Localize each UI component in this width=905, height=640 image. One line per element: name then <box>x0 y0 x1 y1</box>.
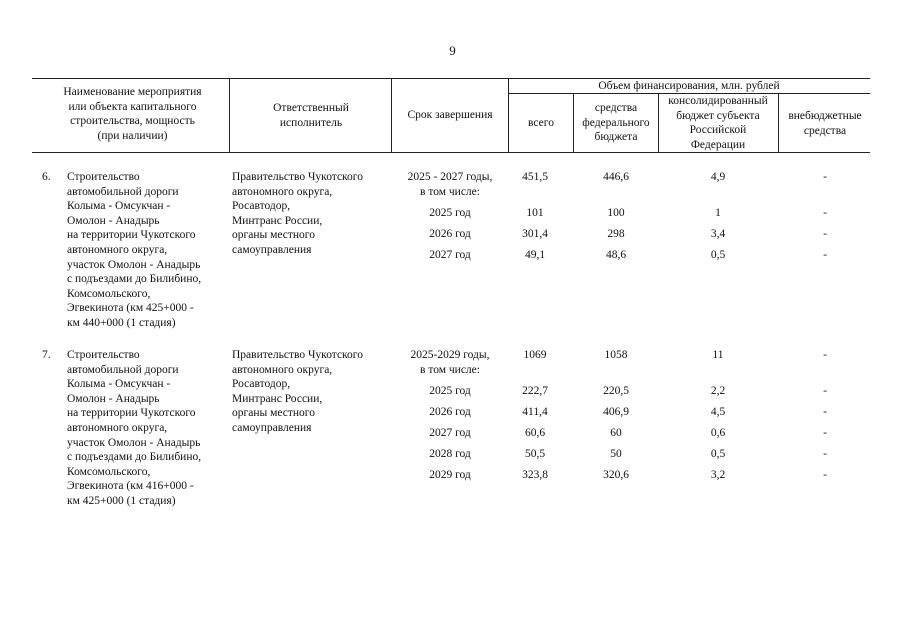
row-regional: 2,2 <box>710 385 726 397</box>
row-regional: 0,5 <box>710 249 726 261</box>
header-deadline: Срок завершения <box>407 109 493 121</box>
header-federal: средства федерального бюджета <box>582 102 650 144</box>
row-extra: - <box>823 349 827 361</box>
row-number: 7. <box>42 349 51 361</box>
row-object-name: Строительство автомобильной дороги Колыма - Омсукчан - Омолон - Анадырь на территории Чукотского автономного округа, участок Омолон - Анадырь с подъездами до Билибино, Комсомольского, Эгвекинота (км 416+000 - км 425+000 (1 стадия) <box>67 349 202 507</box>
row-extra: - <box>823 249 827 261</box>
header-extra: внебюджетные средства <box>788 110 862 137</box>
page-number: 9 <box>449 43 456 58</box>
header-regional: консолидированный бюджет субъекта Российской Федерации <box>668 95 768 151</box>
header-executor: Ответственный исполнитель <box>273 102 349 129</box>
row-total: 60,6 <box>524 427 546 439</box>
row-total: 101 <box>526 207 544 219</box>
row-deadline: 2027 год <box>429 427 471 439</box>
row-federal: 446,6 <box>603 171 629 183</box>
row-extra: - <box>823 427 827 439</box>
row-total: 323,8 <box>522 469 548 481</box>
row-total: 50,5 <box>524 448 546 460</box>
row-extra: - <box>823 406 827 418</box>
row-regional: 1 <box>715 207 721 219</box>
row-regional: 3,2 <box>710 469 726 481</box>
row-regional: 0,6 <box>710 427 726 439</box>
row-federal: 50 <box>610 448 622 460</box>
row-federal: 100 <box>607 207 625 219</box>
row-deadline: 2025 год <box>429 207 471 219</box>
column-divider-funding <box>508 78 509 152</box>
row-deadline: 2026 год <box>429 228 471 240</box>
header-name: Наименование мероприятия или объекта капитального строительства, мощность (при наличии) <box>63 86 202 142</box>
row-number: 6. <box>42 171 51 183</box>
row-extra: - <box>823 448 827 460</box>
row-extra: - <box>823 385 827 397</box>
row-federal: 298 <box>607 228 625 240</box>
row-extra: - <box>823 207 827 219</box>
row-deadline: 2026 год <box>429 406 471 418</box>
row-extra: - <box>823 469 827 481</box>
row-total: 301,4 <box>522 228 548 240</box>
row-deadline: 2028 год <box>429 448 471 460</box>
row-federal: 406,9 <box>603 406 629 418</box>
row-federal: 60 <box>610 427 622 439</box>
header-total: всего <box>528 117 554 129</box>
row-federal: 320,6 <box>603 469 629 481</box>
column-divider-deadline <box>391 78 392 152</box>
row-federal: 220,5 <box>603 385 629 397</box>
row-regional: 0,5 <box>710 448 726 460</box>
row-extra: - <box>823 171 827 183</box>
row-regional: 11 <box>712 349 724 361</box>
row-executor: Правительство Чукотского автономного округа, Росавтодор, Минтранс России, органы местного самоуправления <box>232 171 363 256</box>
row-regional: 4,9 <box>710 171 726 183</box>
row-deadline: 2025 - 2027 годы, в том числе: <box>407 171 493 198</box>
row-deadline: 2025 год <box>429 385 471 397</box>
row-object-name: Строительство автомобильной дороги Колыма - Омсукчан - Омолон - Анадырь на территории Чукотского автономного округа, участок Омолон - Анадырь с подъездами до Билибино, Комсомольского, Эгвекинота (км 425+000 - км 440+000 (1 стадия) <box>67 171 202 329</box>
row-total: 49,1 <box>524 249 546 261</box>
row-extra: - <box>823 228 827 240</box>
row-total: 411,4 <box>522 406 548 418</box>
row-deadline: 2029 год <box>429 469 471 481</box>
row-federal: 1058 <box>604 349 628 361</box>
column-divider-executor <box>229 78 230 152</box>
row-total: 1069 <box>523 349 547 361</box>
row-deadline: 2025-2029 годы, в том числе: <box>410 349 490 376</box>
row-regional: 3,4 <box>710 228 726 240</box>
row-total: 451,5 <box>522 171 548 183</box>
header-funding: Объем финансирования, млн. рублей <box>598 80 780 92</box>
row-deadline: 2027 год <box>429 249 471 261</box>
row-regional: 4,5 <box>710 406 726 418</box>
row-total: 222,7 <box>522 385 548 397</box>
column-divider-federal <box>573 93 574 152</box>
row-executor: Правительство Чукотского автономного округа, Росавтодор, Минтранс России, органы местного самоуправления <box>232 349 363 434</box>
row-federal: 48,6 <box>605 249 627 261</box>
